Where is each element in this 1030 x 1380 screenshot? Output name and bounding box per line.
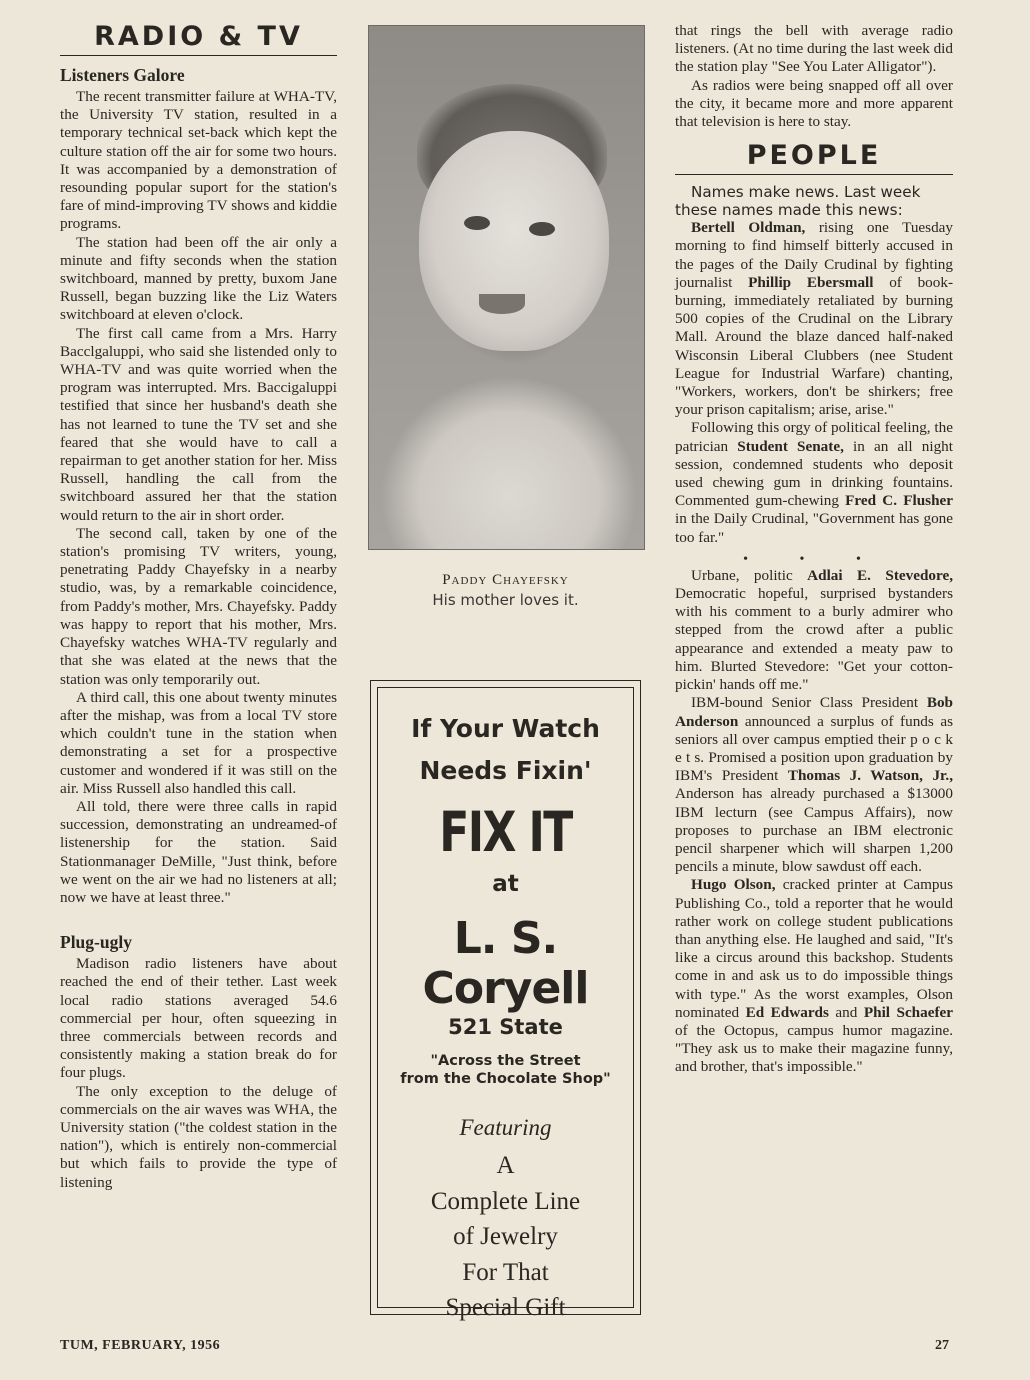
ad-line: Special Gift	[445, 1294, 566, 1321]
person-name: Bob Anderson	[675, 694, 953, 730]
people-intro: Names make news. Last week these names made this news:	[675, 183, 921, 220]
story-paragraph: The station had been off the air only a minute and fifty seconds when the station switchboard, manned by pretty, buxom Jane Russell, began buzzing like the Liz Waters switchboard at eleven o'clock.	[60, 233, 337, 324]
section-divider-dots: • • •	[743, 551, 885, 567]
ad-headline: FIX IT	[439, 800, 572, 864]
section-heading-radio-tv: RADIO & TV	[60, 22, 337, 56]
ad-tagline-2: from the Chocolate Shop"	[400, 1071, 611, 1087]
section-heading-people: PEOPLE	[675, 141, 953, 175]
person-name: Hugo Olson,	[691, 876, 776, 894]
person-name: Phil Schaefer	[863, 1003, 954, 1021]
story-title-listeners-galore: Listeners Galore	[60, 65, 185, 85]
ad-store-name: L. S. Coryell	[422, 913, 589, 1014]
person-name: Phillip Ebersmall	[748, 273, 874, 291]
story-paragraph: The recent transmitter failure at WHA-TV, the University TV station, resulted in a temporary technical set-back which kept the culture station off the air for some two hours. It was accompanied by a demonstration of resounding popular suport for the station's fare of mind-improving TV shows and kiddie programs.	[60, 88, 337, 233]
person-name: Adlai E. Stevedore,	[807, 566, 953, 584]
caption-line: His mother loves it.	[432, 591, 579, 609]
people-item: IBM-bound Senior Class President Bob Anderson announced a surplus of funds as seniors all over campus emptied their p o c k e t s. Promised a position upon graduation by IBM's President Thomas J. Watson, Jr., Anderson has already purchased a $13000 IBM lecturn (see Campus Affairs), now proposes to purchase an IBM electronic pencil sharpener which will sharpen 1,200 pencils a minute, blow sawdust off each.	[675, 694, 953, 876]
ad-line-1: If Your Watch	[411, 714, 600, 743]
ad-line: A	[496, 1152, 515, 1179]
person-name: Student Senate,	[737, 437, 844, 455]
footer-publication: TUM, FEBRUARY, 1956	[60, 1338, 221, 1353]
story-title-plug-ugly: Plug-ugly	[60, 932, 132, 953]
person-name: Fred C. Flusher	[845, 492, 954, 510]
people-item: Hugo Olson, cracked printer at Campus Publishing Co., told a reporter that he would rather work on college student publications than anything else. He laughed and said, "It's like a circus around this backshop. Students come in and ask us to do impossible things with type." As the worst examples, Olson nominated Ed Edwards and Phil Schaefer of the Octopus, campus humor magazine. "They ask us to make their magazine funny, and brother, that's impossible."	[675, 876, 954, 1076]
advertisement-box	[370, 680, 641, 1321]
ad-at: at	[492, 871, 519, 897]
ad-featuring: Featuring	[459, 1115, 552, 1140]
ad-address: 521 State	[448, 1015, 563, 1039]
person-name: Thomas J. Watson, Jr.,	[787, 767, 953, 785]
story-paragraph: All told, there were three calls in rapid succession, demonstrating an undreamed-of listenership for the station. Said Stationmanager DeMille, "Just think, before we went on the air we had no listeners at all; now we have at least three."	[60, 797, 337, 906]
photo-caption	[368, 570, 643, 610]
story-paragraph: Madison radio listeners have about reached the end of their tether. Last week local radio stations averaged 54.6 commercial per hour, often squeezing in three commercials between records and consistently making a station break do for four plugs.	[60, 955, 337, 1082]
left-column	[60, 22, 337, 1192]
person-name: Bertell Oldman,	[691, 219, 806, 237]
right-column	[675, 22, 953, 1077]
ad-line: For That	[462, 1258, 549, 1286]
story-paragraph: The first call came from a Mrs. Harry Bacclgaluppi, who said she listended only to WHA-TV and was quite worried when the program was interrupted. Mrs. Baccigaluppi testified that since her husband's death she has not learned to tune the TV set and she feared that she would have to call a repairman to get another station for her. Miss Russell, handling the call from the switchboard assured her that the station would return to the air in short order.	[60, 324, 337, 524]
ad-line-2: Needs Fixin'	[419, 756, 592, 785]
middle-column	[368, 25, 643, 610]
person-name: Ed Edwards	[745, 1003, 829, 1021]
people-item: Following this orgy of political feeling, the patrician Student Senate, in an all night session, condemned students who deposit used chewing gum in drinking fountains. Commented gum-chewing Fred C. Flusher in the Daily Crudinal, "Government has gone too far."	[675, 419, 954, 546]
ad-line: of Jewelry	[453, 1223, 558, 1250]
people-item: Bertell Oldman, rising one Tuesday morning to find himself bitterly accused in the pages of the Daily Crudinal by fighting journalist Phillip Ebersmall of book-burning, immediately retaliated by burning 500 copies of the Crudinal on the Library Mall. Around the blaze danced half-naked Wisconsin Liberal Clubbers (nee Student League for Industrial Warfare) chanting, "Workers, workers, don't be shirkers; free your prison capitalism; arise, arise."	[675, 219, 953, 419]
story-paragraph: The second call, taken by one of the station's promising TV writers, young, penetrating Paddy Chayefsky in a nearby studio, was, by a remarkable coincidence, from Paddy's mother, Mrs. Chayefsky. Paddy was happy to report that his mother, Mrs. Chayefsky watches WHA-TV regularly and that she was elated at the news that the station was only temporarily out.	[60, 524, 337, 688]
caption-name: Paddy Chayefsky	[442, 572, 569, 588]
story-continuation: that rings the bell with average radio listeners. (At no time during the last week did the station play "See You Later Alligator").	[675, 22, 953, 76]
people-item: Urbane, politic Adlai E. Stevedore, Democratic hopeful, surprised bystanders with his comment to a burly admirer who stepped from the crowd after a public appearance and extended a meaty paw to him. Blurted Stevedore: "Get your cotton-pickin' hands off me."	[675, 566, 953, 694]
story-paragraph: The only exception to the deluge of commercials on the air waves was WHA, the University station ("the coldest station in the nation"), which is entirely non-commercial but which fails to provide the type of listening	[60, 1082, 337, 1191]
ad-line: Complete Line	[430, 1187, 581, 1215]
page-number: 27	[935, 1338, 949, 1353]
story-continuation: As radios were being snapped off all over the city, it became more and more apparent that television is here to stay.	[675, 76, 953, 131]
story-paragraph: A third call, this one about twenty minutes after the mishap, was from a local TV store which couldn't tune in the station when demonstrating a set for a prospective customer and wondered if it was still on the air. Miss Russell also handled this call.	[60, 688, 337, 797]
portrait-photo	[368, 25, 645, 550]
ad-tagline-1: "Across the Street	[430, 1053, 581, 1069]
